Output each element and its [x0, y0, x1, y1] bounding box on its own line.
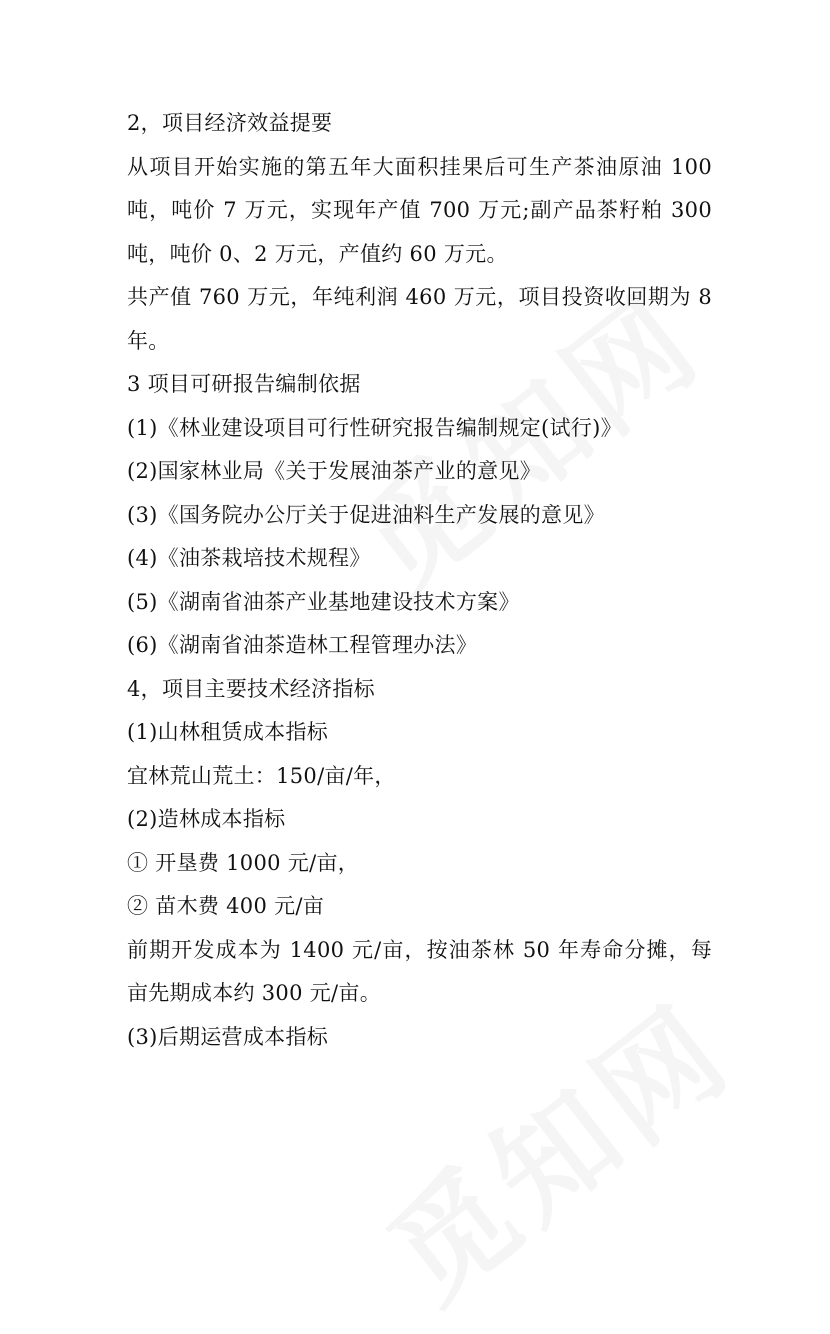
list-item: (6)《湖南省油茶造林工程管理办法》	[127, 633, 478, 657]
list-item: (5)《湖南省油茶产业基地建设技术方案》	[127, 589, 520, 614]
subsection-heading: (1)山林租赁成本指标	[127, 720, 329, 744]
list-item: (2)国家林业局《关于发展油茶产业的意见》	[127, 459, 542, 483]
paragraph-line: 共产值 760 万元，年纯利润 460 万元，项目投资收回期为 8	[127, 285, 712, 309]
paragraph-line: 前期开发成本为 1400 元/亩，按油茶林 50 年寿命分摊，每	[127, 937, 712, 962]
document-body	[127, 102, 712, 1059]
paragraph-line: 年。	[127, 328, 170, 353]
list-item: (3)《国务院办公厅关于促进油料生产发展的意见》	[127, 502, 605, 527]
paragraph-line: 从项目开始实施的第五年大面积挂果后可生产茶油原油 100	[127, 154, 712, 179]
paragraph-line: 亩先期成本约 300 元/亩。	[127, 981, 382, 1005]
list-item: (1)《林业建设项目可行性研究报告编制规定(试行)》	[127, 415, 622, 440]
paragraph-line: 宜林荒山荒土：150/亩/年，	[127, 763, 396, 788]
paragraph-line: 吨，吨价 0、2 万元，产值约 60 万元。	[127, 241, 508, 266]
list-item: (4)《油茶栽培技术规程》	[127, 546, 371, 570]
paragraph-line: 吨，吨价 7 万元，实现年产值 700 万元;副产品茶籽粕 300	[127, 198, 712, 222]
section-heading-indicators: 4，项目主要技术经济指标	[127, 676, 375, 701]
list-item: ② 苗木费 400 元/亩	[127, 894, 325, 918]
section-heading-economic-benefits: 2，项目经济效益提要	[127, 111, 333, 135]
list-item: ① 开垦费 1000 元/亩，	[127, 850, 360, 875]
subsection-heading: (3)后期运营成本指标	[127, 1024, 329, 1049]
section-heading-report-basis: 3 项目可研报告编制依据	[127, 372, 361, 396]
subsection-heading: (2)造林成本指标	[127, 807, 286, 831]
